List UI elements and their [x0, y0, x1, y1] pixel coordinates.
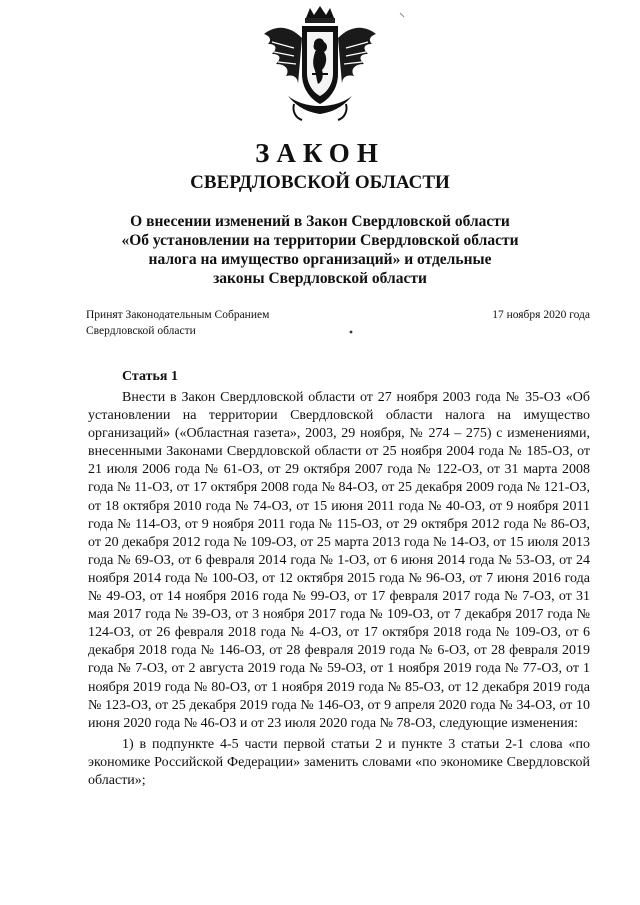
article-paragraph: 1) в подпункте 4-5 части первой статьи 2 и пункте 3 статьи 2-1 слова «по экономике Российской Федерации» заменить словами «по экономике Свердловской области»; [88, 736, 590, 788]
adoption-line: Принят Законодательным Собранием [86, 309, 270, 321]
article-heading: Статья 1 [122, 369, 178, 384]
article-paragraph: Внести в Закон Свердловской области от 27 ноября 2003 года № 35-ОЗ «Об установлении на территории Свердловской области налога на имущество организаций» («Областная газета», 2003, 29 ноября, № 274 – 275) с изменениями, внесенными Законами Свердловской области от 25 ноября 2004 года № 185-ОЗ, от 21 июля 2006 года № 61-ОЗ, от 29 октября 2007 года № 122-ОЗ, от 31 марта 2008 года № 11-ОЗ, от 17 октября 2008 года № 84-ОЗ, от 25 декабря 2009 года № 121-ОЗ, от 18 октября 2010 года № 74-ОЗ, от 15 июня 2011 года № 40-ОЗ, от 9 ноября 2011 года № 114-ОЗ, от 9 ноября 2011 года № 115-ОЗ, от 29 октября 2012 года № 86-ОЗ, от 20 декабря 2012 года № 109-ОЗ, от 25 марта 2013 года № 14-ОЗ, от 15 июля 2013 года № 69-ОЗ, от 6 февраля 2014 года № 1-ОЗ, от 6 июня 2014 года № 53-ОЗ, от 24 ноября 2014 года № 100-ОЗ, от 12 октября 2015 года № 96-ОЗ, от 7 июня 2016 года № 49-ОЗ, от 14 ноября 2016 года № 99-ОЗ, от 17 февраля 2017 года № 7-ОЗ, от 31 мая 2017 года № 39-ОЗ, от 3 ноября 2017 года № 109-ОЗ, от 7 декабря 2017 года № 124-ОЗ, от 26 февраля 2018 года № 4-ОЗ, от 17 октября 2018 года № 109-ОЗ, от 6 декабря 2018 года № 146-ОЗ, от 28 февраля 2019 года № 6-ОЗ, от 28 февраля 2019 года № 7-ОЗ, от 2 августа 2019 года № 59-ОЗ, от 1 ноября 2019 года № 77-ОЗ, от 1 ноября 2019 года № 80-ОЗ, от 1 ноября 2019 года № 85-ОЗ, от 12 декабря 2019 года № 123-ОЗ, от 25 декабря 2019 года № 146-ОЗ, от 9 апреля 2020 года № 34-ОЗ, от 10 июня 2020 года № 46-ОЗ и от 23 июля 2020 года № 78-ОЗ, следующие изменения: [88, 390, 590, 731]
law-subject-line: О внесении изменений в Закон Свердловской области [130, 213, 510, 230]
law-subject-line: налога на имущество организаций» и отдельные [148, 251, 492, 268]
law-subject-line: законы Свердловской области [213, 270, 427, 287]
adoption-line: Свердловской области [86, 325, 196, 337]
adoption-date: 17 ноября 2020 года [492, 309, 590, 321]
law-title: ЗАКОН [255, 138, 385, 168]
law-subject-line: «Об установлении на территории Свердловской области [121, 232, 519, 249]
region-title: СВЕРДЛОВСКОЙ ОБЛАСТИ [190, 172, 450, 193]
